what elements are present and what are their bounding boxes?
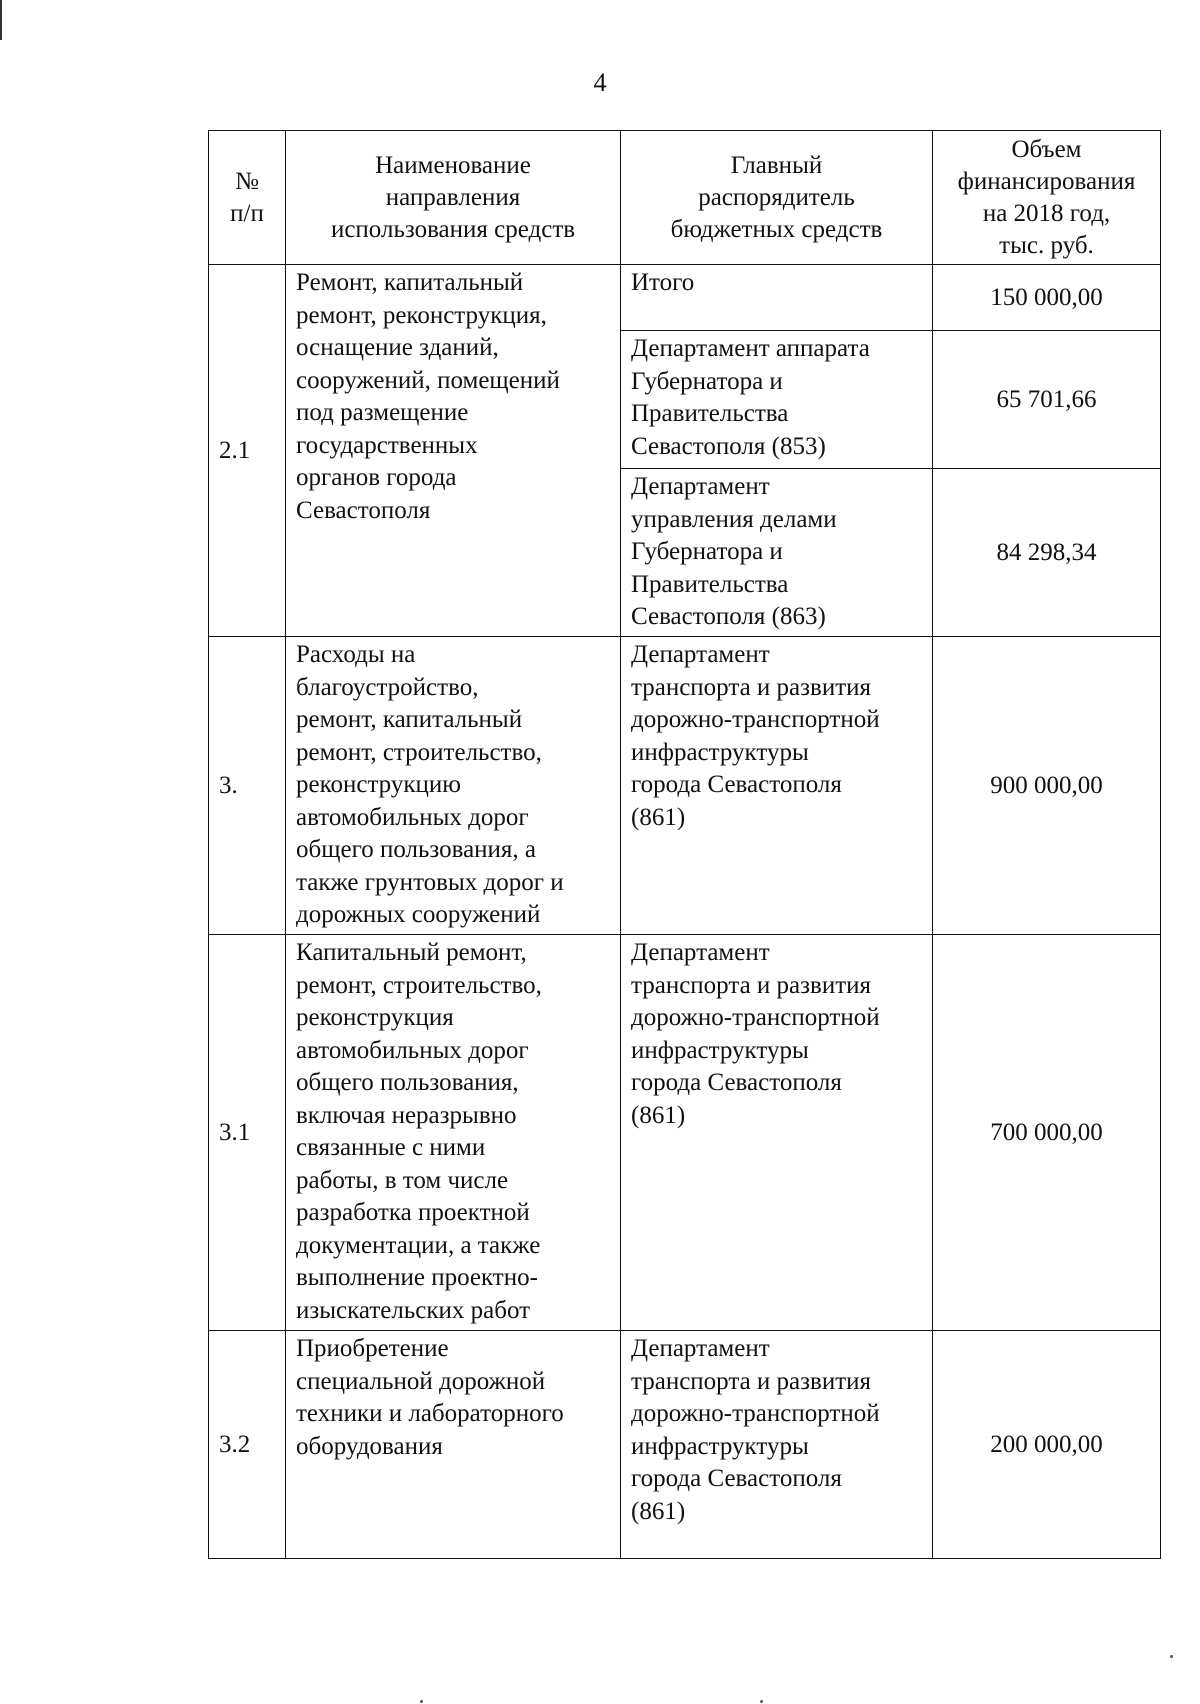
row-name: Приобретение специальной дорожной техники и лабораторного оборудования bbox=[286, 1331, 621, 1559]
table-row bbox=[209, 1331, 1161, 1559]
table-row bbox=[209, 637, 1161, 935]
row-dept: Департамент транспорта и развития дорожно-транспортной инфраструктуры города Севастополя (861) bbox=[621, 637, 933, 935]
row-dept: Департамент транспорта и развития дорожно-транспортной инфраструктуры города Севастополя (861) bbox=[621, 935, 933, 1331]
scan-speck bbox=[760, 1700, 763, 1703]
row-amount: 700 000,00 bbox=[933, 935, 1161, 1331]
row-amount: 150 000,00 bbox=[933, 265, 1161, 331]
row-dept: Департамент управления делами Губернатора и Правительства Севастополя (863) bbox=[621, 469, 933, 637]
row-name: Расходы на благоустройство, ремонт, капитальный ремонт, строительство, реконструкцию автомобильных дорог общего пользования, а также грунтовых дорог и дорожных сооружений bbox=[286, 637, 621, 935]
row-name: Ремонт, капитальный ремонт, реконструкция, оснащение зданий, сооружений, помещений под размещение государственных органов города Севастополя bbox=[286, 265, 621, 637]
row-amount: 65 701,66 bbox=[933, 331, 1161, 469]
page-number: 4 bbox=[593, 68, 607, 97]
row-number: 3. bbox=[209, 637, 286, 935]
row-dept: Итого bbox=[621, 265, 933, 331]
row-number: 3.1 bbox=[209, 935, 286, 1331]
scan-edge-mark bbox=[0, 0, 2, 40]
row-amount: 84 298,34 bbox=[933, 469, 1161, 637]
header-row bbox=[209, 131, 1161, 265]
row-number: 2.1 bbox=[209, 265, 286, 637]
row-amount: 900 000,00 bbox=[933, 637, 1161, 935]
row-number: 3.2 bbox=[209, 1331, 286, 1559]
row-amount: 200 000,00 bbox=[933, 1331, 1161, 1559]
header-num: № п/п bbox=[209, 131, 286, 265]
header-amount: Объем финансирования на 2018 год, тыс. руб. bbox=[933, 131, 1161, 265]
table-row bbox=[209, 935, 1161, 1331]
scan-speck bbox=[420, 1700, 423, 1703]
row-dept: Департамент транспорта и развития дорожно-транспортной инфраструктуры города Севастополя (861) bbox=[621, 1331, 933, 1559]
table-row bbox=[209, 265, 1161, 331]
row-name: Капитальный ремонт, ремонт, строительство, реконструкция автомобильных дорог общего пользования, включая неразрывно связанные с ними работы, в том числе разработка проектной документации, а также выполнение проектно- изыскательских работ bbox=[286, 935, 621, 1331]
row-dept: Департамент аппарата Губернатора и Правительства Севастополя (853) bbox=[621, 331, 933, 469]
funding-table bbox=[208, 130, 1161, 1559]
header-name: Наименование направления использования средств bbox=[286, 131, 621, 265]
scan-speck bbox=[1170, 1655, 1173, 1658]
header-dept: Главный распорядитель бюджетных средств bbox=[621, 131, 933, 265]
